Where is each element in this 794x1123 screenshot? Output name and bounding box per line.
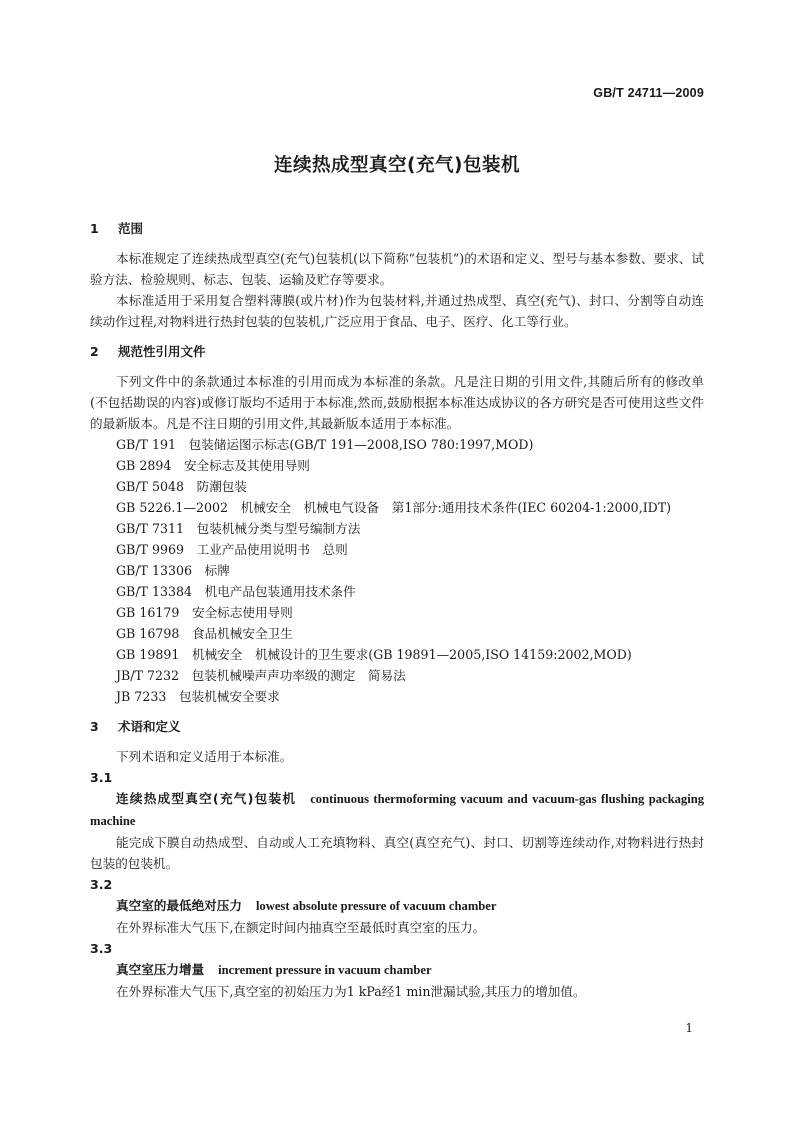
paragraph: 本标准规定了连续热成型真空(充气)包装机(以下简称“包装机”)的术语和定义、型号与基本参数、要求、试验方法、检验规则、标志、包装、运输及贮存等要求。 xyxy=(90,251,704,287)
page-number: 1 xyxy=(685,1021,693,1035)
section-number: 3 xyxy=(90,719,99,734)
term-number: 3.1 xyxy=(90,770,113,785)
document-body xyxy=(90,218,704,1002)
term-definition: 能完成下膜自动热成型、自动或人工充填物料、真空(真空充气)、封口、切割等连续动作,对物料进行热封包装的包装机。 xyxy=(90,835,704,871)
reference-item: GB 2894 安全标志及其使用导则 xyxy=(116,458,310,473)
section-heading-terms-definitions xyxy=(90,716,704,737)
reference-item: GB/T 13306 标牌 xyxy=(116,563,230,578)
reference-item: GB 5226.1—2002 机械安全 机械电气设备 第1部分:通用技术条件(IEC 60204-1:2000,IDT) xyxy=(116,500,672,515)
paragraph: 本标准适用于采用复合塑料薄膜(或片材)作为包装材料,并通过热成型、真空(充气)、封口、分割等自动连续动作过程,对物料进行热封包装的包装机,广泛应用于食品、电子、医疗、化工等行业。 xyxy=(90,293,704,329)
reference-item: GB/T 5048 防潮包装 xyxy=(116,479,247,494)
reference-item: GB 16179 安全标志使用导则 xyxy=(116,605,293,620)
term-english: continuous thermoforming vacuum and vacuum-gas flushing packaging machine xyxy=(90,792,704,828)
term-chinese: 真空室压力增量 xyxy=(116,962,205,977)
section-title: 范围 xyxy=(118,221,144,236)
reference-item: GB 19891 机械安全 机械设计的卫生要求(GB 19891—2005,ISO 14159:2002,MOD) xyxy=(116,647,632,662)
section-number: 1 xyxy=(90,221,99,236)
reference-item: GB 16798 食品机械安全卫生 xyxy=(116,626,293,641)
term-chinese: 真空室的最低绝对压力 xyxy=(116,898,242,913)
term-english: lowest absolute pressure of vacuum chamber xyxy=(255,899,497,913)
paragraph: 下列文件中的条款通过本标准的引用而成为本标准的条款。凡是注日期的引用文件,其随后所有的修改单(不包括勘误的内容)或修订版均不适用于本标准,然而,鼓励根据本标准达成协议的各方研究是否可使用这些文件的最新版本。凡是不注日期的引用文件,其最新版本适用于本标准。 xyxy=(90,374,704,431)
term-number: 3.2 xyxy=(90,877,113,892)
term-chinese: 连续热成型真空(充气)包装机 xyxy=(116,791,297,806)
paragraph: 下列术语和定义适用于本标准。 xyxy=(116,749,293,764)
section-heading-scope xyxy=(90,218,704,239)
reference-item: GB/T 7311 包装机械分类与型号编制方法 xyxy=(116,521,361,536)
section-title: 规范性引用文件 xyxy=(118,344,206,359)
reference-item: GB/T 13384 机电产品包装通用技术条件 xyxy=(116,584,356,599)
section-number: 2 xyxy=(90,344,99,359)
reference-item: JB 7233 包装机械安全要求 xyxy=(116,689,280,704)
term-english: increment pressure in vacuum chamber xyxy=(218,963,432,977)
term-heading xyxy=(90,895,704,917)
section-heading-normative-references xyxy=(90,341,704,362)
term-definition: 在外界标准大气压下,真空室的初始压力为1 kPa经1 min泄漏试验,其压力的增加值。 xyxy=(116,984,586,999)
term-heading xyxy=(90,788,704,832)
reference-item: GB/T 191 包装储运图示标志(GB/T 191—2008,ISO 780:1997,MOD) xyxy=(116,437,534,452)
reference-item: GB/T 9969 工业产品使用说明书 总则 xyxy=(116,542,348,557)
term-heading xyxy=(90,959,704,981)
term-number: 3.3 xyxy=(90,941,113,956)
standard-code: GB/T 24711—2009 xyxy=(593,86,704,100)
section-title: 术语和定义 xyxy=(118,719,181,734)
term-definition: 在外界标准大气压下,在额定时间内抽真空至最低时真空室的压力。 xyxy=(116,920,486,935)
document-title: 连续热成型真空(充气)包装机 xyxy=(274,155,520,176)
reference-item: JB/T 7232 包装机械噪声声功率级的测定 简易法 xyxy=(116,668,406,683)
